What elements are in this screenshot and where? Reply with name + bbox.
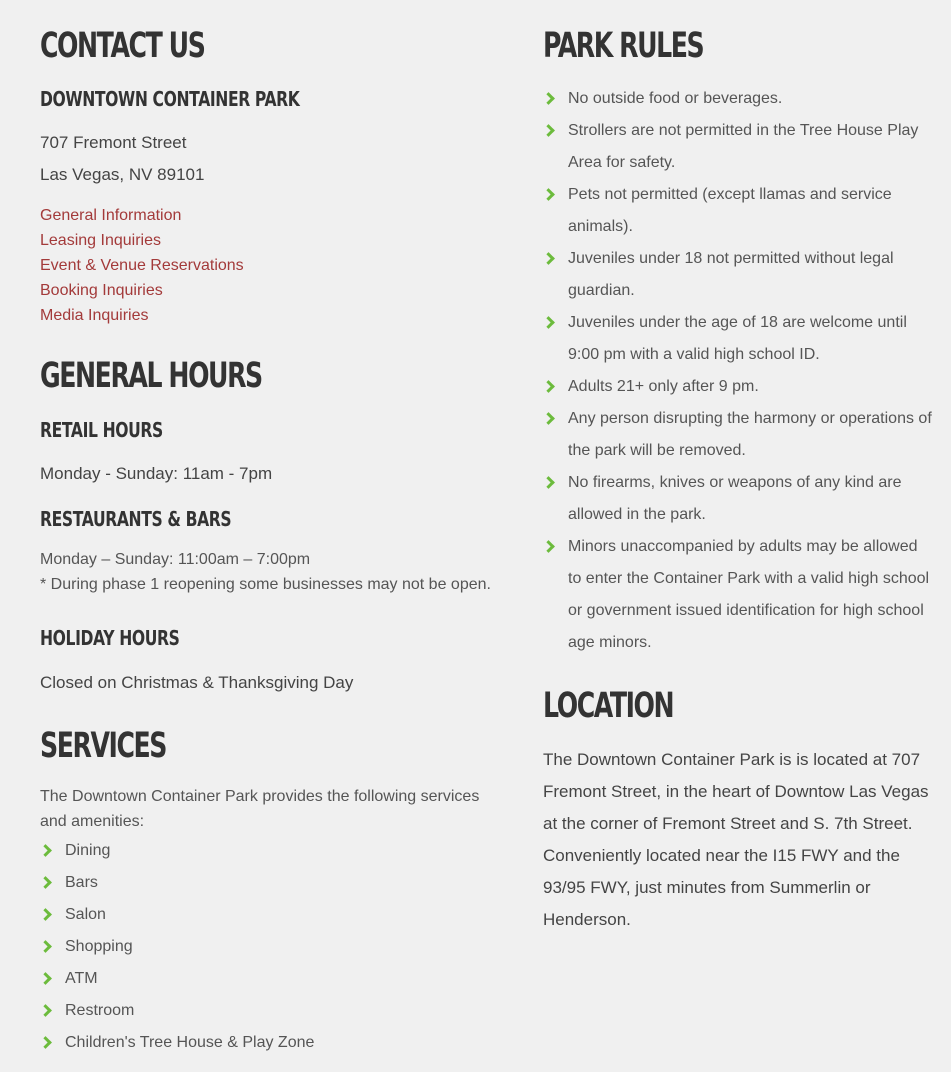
service-item [40, 867, 314, 899]
service-label: Bars [65, 874, 98, 891]
rule-item [543, 115, 935, 179]
general-hours-title: GENERAL HOURS [40, 356, 262, 396]
service-label: Restroom [65, 1002, 135, 1019]
service-item [40, 995, 314, 1027]
chevron-right-icon [39, 1004, 52, 1017]
retail-hours-text: Monday - Sunday: 11am - 7pm [40, 464, 273, 483]
chevron-right-icon [39, 876, 52, 889]
chevron-right-icon [542, 540, 555, 553]
service-label: Salon [65, 906, 106, 923]
service-label: ATM [65, 970, 98, 987]
holiday-hours-title: HOLIDAY HOURS [40, 626, 180, 650]
chevron-right-icon [542, 92, 555, 105]
services-intro: The Downtown Container Park provides the following services and amenities: [40, 788, 480, 830]
chevron-right-icon [39, 1036, 52, 1049]
chevron-right-icon [542, 380, 555, 393]
rule-item [543, 83, 935, 115]
chevron-right-icon [39, 972, 52, 985]
link-booking-inquiries[interactable]: Booking Inquiries [40, 282, 163, 299]
holiday-hours-text: Closed on Christmas & Thanksgiving Day [40, 673, 354, 692]
chevron-right-icon [542, 412, 555, 425]
link-leasing-inquiries[interactable]: Leasing Inquiries [40, 232, 161, 249]
chevron-right-icon [39, 908, 52, 921]
rule-text: Any person disrupting the harmony or operations of the park will be removed. [568, 410, 932, 459]
link-general-information[interactable]: General Information [40, 207, 182, 224]
rule-text: No firearms, knives or weapons of any kind are allowed in the park. [568, 474, 902, 523]
chevron-right-icon [542, 476, 555, 489]
services-title: SERVICES [40, 726, 166, 766]
service-label: Dining [65, 842, 111, 859]
rule-text: Minors unaccompanied by adults may be allowed to enter the Container Park with a valid high school or government issued identification for high school age minors. [568, 538, 930, 651]
link-media-inquiries[interactable]: Media Inquiries [40, 307, 149, 324]
service-item [40, 963, 314, 995]
park-rules-title: PARK RULES [543, 26, 704, 66]
rule-text: Strollers are not permitted in the Tree House Play Area for safety. [568, 122, 919, 171]
rule-item [543, 307, 935, 371]
rule-text: Adults 21+ only after 9 pm. [568, 378, 759, 395]
park-rules-list [543, 83, 935, 659]
contact-link-item [40, 253, 244, 278]
contact-title: CONTACT US [40, 26, 205, 66]
restaurants-bars-title: RESTAURANTS & BARS [40, 507, 232, 531]
rule-item [543, 371, 935, 403]
chevron-right-icon [39, 844, 52, 857]
restaurants-bars-note: * During phase 1 reopening some businesses may not be open. [40, 576, 491, 593]
contact-link-item [40, 228, 244, 253]
service-item [40, 899, 314, 931]
location-title: LOCATION [543, 686, 674, 726]
service-item [40, 1027, 314, 1059]
chevron-right-icon [542, 188, 555, 201]
contact-link-item [40, 278, 244, 303]
service-item [40, 835, 314, 867]
rule-item [543, 243, 935, 307]
chevron-right-icon [542, 124, 555, 137]
service-label: Shopping [65, 938, 133, 955]
address-line-2: Las Vegas, NV 89101 [40, 165, 205, 184]
contact-link-item [40, 203, 244, 228]
rule-item [543, 531, 935, 659]
link-event-venue-reservations[interactable]: Event & Venue Reservations [40, 257, 244, 274]
contact-links [40, 203, 244, 328]
rule-text: Juveniles under the age of 18 are welcome until 9:00 pm with a valid high school ID. [568, 314, 907, 363]
rule-text: No outside food or beverages. [568, 90, 783, 107]
chevron-right-icon [39, 940, 52, 953]
services-list [40, 835, 314, 1059]
contact-subtitle: DOWNTOWN CONTAINER PARK [40, 87, 300, 111]
location-text: The Downtown Container Park is is located at 707 Fremont Street, in the heart of Downtow Las Vegas at the corner of Fremont Street and S. 7th Street. Conveniently located near the I15 FWY and the 93/95 FWY, just minutes from Summerlin or Henderson. [543, 750, 929, 929]
chevron-right-icon [542, 252, 555, 265]
contact-link-item [40, 303, 244, 328]
retail-hours-title: RETAIL HOURS [40, 418, 163, 442]
service-label: Children's Tree House & Play Zone [65, 1034, 315, 1051]
chevron-right-icon [542, 316, 555, 329]
rule-item [543, 403, 935, 467]
rule-item [543, 467, 935, 531]
restaurants-bars-text: Monday – Sunday: 11:00am – 7:00pm [40, 551, 311, 568]
address-line-1: 707 Fremont Street [40, 133, 187, 152]
rule-text: Pets not permitted (except llamas and service animals). [568, 186, 892, 235]
rule-text: Juveniles under 18 not permitted without legal guardian. [568, 250, 894, 299]
rule-item [543, 179, 935, 243]
service-item [40, 931, 314, 963]
